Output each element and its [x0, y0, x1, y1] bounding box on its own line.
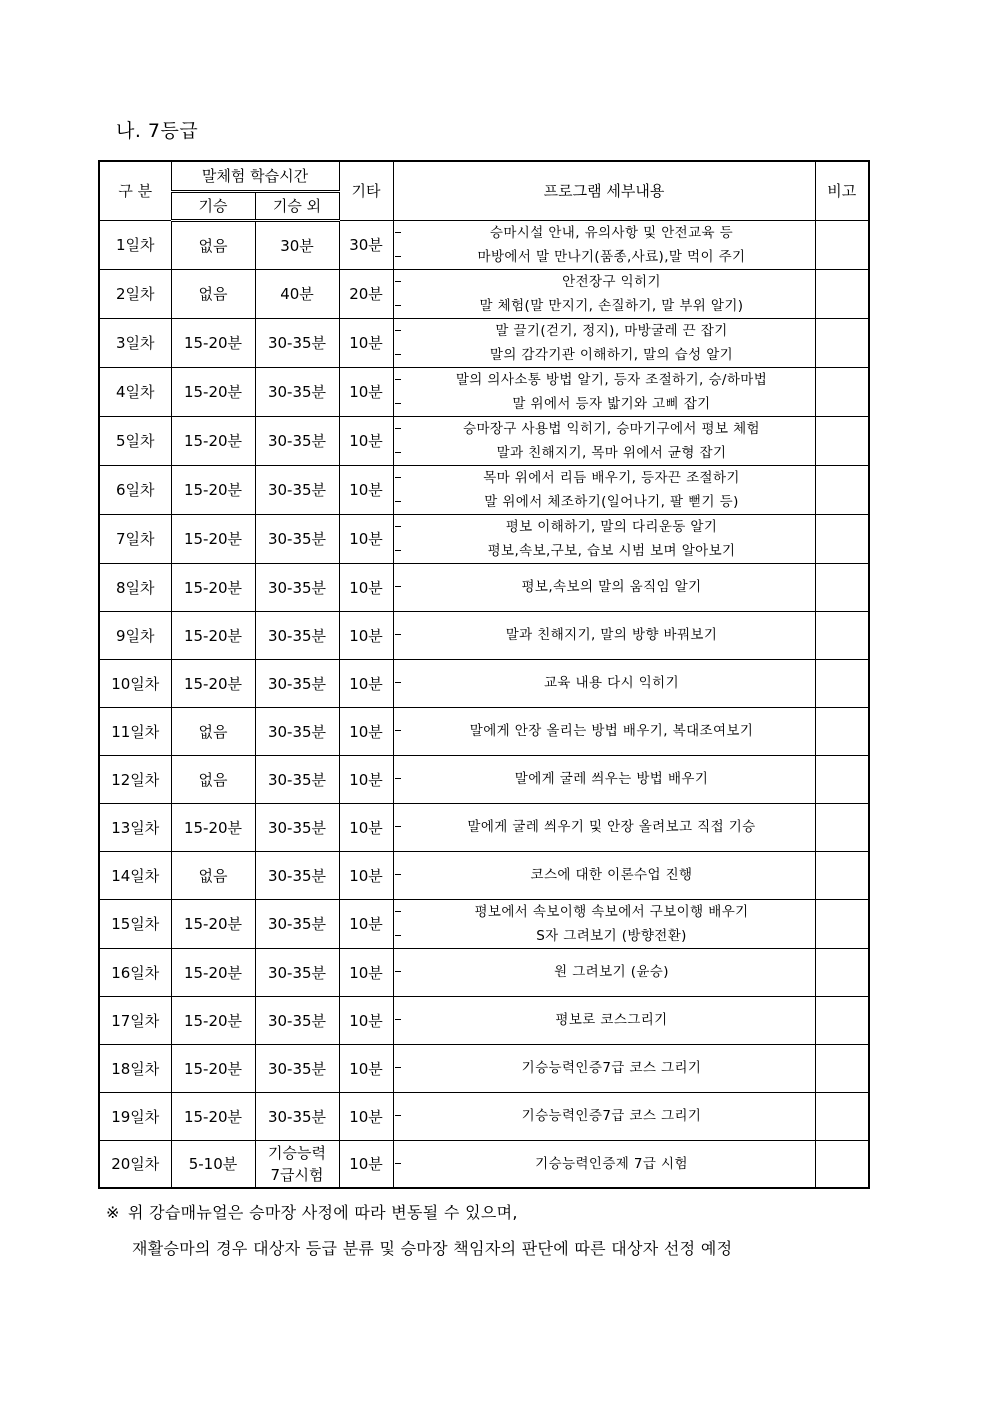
- cell-program-detail: [393, 851, 815, 899]
- cell-remark: [815, 611, 869, 659]
- table-row: [99, 948, 869, 996]
- cell-riding: 15-20분: [171, 465, 255, 514]
- cell-program-detail: [393, 367, 815, 416]
- table-row: [99, 1044, 869, 1092]
- cell-program-detail: [393, 611, 815, 659]
- cell-non-riding: 30-35분: [255, 803, 339, 851]
- detail-line: 기승능력인증7급 코스 그리기: [394, 1056, 815, 1080]
- cell-day: 14일차: [99, 851, 171, 899]
- header-category: 구 분: [99, 161, 171, 220]
- cell-etc: 20분: [339, 269, 393, 318]
- cell-remark: [815, 899, 869, 948]
- cell-non-riding: 30-35분: [255, 318, 339, 367]
- cell-non-riding: 30-35분: [255, 707, 339, 755]
- cell-program-detail: [393, 465, 815, 514]
- cell-etc: 10분: [339, 563, 393, 611]
- table-row: [99, 269, 869, 318]
- detail-line: 말 위에서 체조하기(일어나기, 팔 뻗기 등): [394, 490, 815, 514]
- cell-program-detail: [393, 1092, 815, 1140]
- cell-etc: 10분: [339, 1092, 393, 1140]
- cell-remark: [815, 416, 869, 465]
- detail-line: 원 그려보기 (윤승): [394, 960, 815, 984]
- schedule-rows: [99, 220, 869, 1188]
- table-row: [99, 996, 869, 1044]
- cell-program-detail: [393, 269, 815, 318]
- detail-line: 말과 친해지기, 목마 위에서 균형 잡기: [394, 441, 815, 465]
- cell-etc: 10분: [339, 659, 393, 707]
- cell-riding: 없음: [171, 220, 255, 269]
- cell-non-riding: 40분: [255, 269, 339, 318]
- table-row: [99, 220, 869, 269]
- cell-riding: 15-20분: [171, 563, 255, 611]
- header-non-riding: 기승 외: [255, 191, 339, 220]
- cell-riding: 15-20분: [171, 367, 255, 416]
- detail-line: 안전장구 익히기: [394, 270, 815, 294]
- cell-day: 12일차: [99, 755, 171, 803]
- table-row: [99, 611, 869, 659]
- cell-riding: 15-20분: [171, 803, 255, 851]
- cell-remark: [815, 1092, 869, 1140]
- cell-etc: 10분: [339, 707, 393, 755]
- cell-day: 20일차: [99, 1140, 171, 1188]
- cell-riding: 15-20분: [171, 899, 255, 948]
- cell-program-detail: [393, 899, 815, 948]
- cell-day: 4일차: [99, 367, 171, 416]
- detail-line: 평보 이해하기, 말의 다리운동 알기: [394, 515, 815, 539]
- detail-line: 목마 위에서 리듬 배우기, 등자끈 조절하기: [394, 466, 815, 490]
- cell-day: 15일차: [99, 899, 171, 948]
- cell-program-detail: [393, 514, 815, 563]
- cell-non-riding: 30-35분: [255, 851, 339, 899]
- detail-line: 승마시설 안내, 유의사항 및 안전교육 등: [394, 221, 815, 245]
- cell-etc: 10분: [339, 514, 393, 563]
- cell-non-riding: 30-35분: [255, 416, 339, 465]
- detail-line: 말 위에서 등자 밟기와 고삐 잡기: [394, 392, 815, 416]
- cell-day: 9일차: [99, 611, 171, 659]
- cell-day: 17일차: [99, 996, 171, 1044]
- cell-remark: [815, 514, 869, 563]
- cell-remark: [815, 1140, 869, 1188]
- detail-line: 기승능력인증7급 코스 그리기: [394, 1104, 815, 1128]
- cell-non-riding: 30-35분: [255, 563, 339, 611]
- cell-program-detail: [393, 220, 815, 269]
- cell-non-riding: 30-35분: [255, 514, 339, 563]
- cell-program-detail: [393, 996, 815, 1044]
- cell-day: 10일차: [99, 659, 171, 707]
- cell-riding: 15-20분: [171, 996, 255, 1044]
- reference-mark-icon: ※: [106, 1203, 120, 1222]
- cell-program-detail: [393, 659, 815, 707]
- cell-remark: [815, 367, 869, 416]
- cell-remark: [815, 563, 869, 611]
- cell-remark: [815, 269, 869, 318]
- cell-remark: [815, 465, 869, 514]
- cell-non-riding: 30-35분: [255, 996, 339, 1044]
- detail-line: 말의 감각기관 이해하기, 말의 습성 알기: [394, 343, 815, 367]
- cell-non-riding: 30-35분: [255, 755, 339, 803]
- note-line-2: 재활승마의 경우 대상자 등급 분류 및 승마장 책임자의 판단에 따른 대상자 선정 예정: [132, 1239, 733, 1258]
- cell-etc: 10분: [339, 755, 393, 803]
- table-row: [99, 851, 869, 899]
- cell-remark: [815, 318, 869, 367]
- header-time-group: 말체험 학습시간: [171, 161, 339, 191]
- header-riding: 기승: [171, 191, 255, 220]
- cell-riding: 15-20분: [171, 611, 255, 659]
- detail-line: 코스에 대한 이론수업 진행: [394, 863, 815, 887]
- detail-line: 평보에서 속보이행 속보에서 구보이행 배우기: [394, 900, 815, 924]
- table-row: [99, 318, 869, 367]
- detail-line: 말 체험(말 만지기, 손질하기, 말 부위 알기): [394, 294, 815, 318]
- cell-non-riding-line: 7급시험: [270, 1165, 324, 1184]
- cell-program-detail: [393, 803, 815, 851]
- cell-day: 2일차: [99, 269, 171, 318]
- cell-etc: 10분: [339, 367, 393, 416]
- cell-day: 19일차: [99, 1092, 171, 1140]
- cell-riding: 없음: [171, 755, 255, 803]
- cell-remark: [815, 851, 869, 899]
- cell-day: 8일차: [99, 563, 171, 611]
- detail-line: 평보로 코스그리기: [394, 1008, 815, 1032]
- section-heading: 나. 7등급: [116, 120, 199, 142]
- cell-program-detail: [393, 755, 815, 803]
- table-row: [99, 707, 869, 755]
- table-row: [99, 367, 869, 416]
- table-row: [99, 416, 869, 465]
- cell-non-riding: 30-35분: [255, 465, 339, 514]
- cell-etc: 10분: [339, 318, 393, 367]
- cell-non-riding: 30-35분: [255, 948, 339, 996]
- cell-program-detail: [393, 563, 815, 611]
- cell-etc: 10분: [339, 416, 393, 465]
- header-program: 프로그램 세부내용: [393, 161, 815, 220]
- detail-line: 말 끌기(걷기, 정지), 마방굴레 끈 잡기: [394, 319, 815, 343]
- note-line-1: [106, 1200, 518, 1223]
- header-remark: 비고: [815, 161, 869, 220]
- cell-non-riding: [255, 1140, 339, 1188]
- cell-etc: 10분: [339, 1140, 393, 1188]
- cell-remark: [815, 948, 869, 996]
- table-row: [99, 514, 869, 563]
- cell-program-detail: [393, 707, 815, 755]
- cell-remark: [815, 220, 869, 269]
- header-etc: 기타: [339, 161, 393, 220]
- cell-etc: 10분: [339, 803, 393, 851]
- cell-day: 6일차: [99, 465, 171, 514]
- cell-day: 5일차: [99, 416, 171, 465]
- cell-day: 7일차: [99, 514, 171, 563]
- schedule-table: [98, 160, 870, 1189]
- table-row: [99, 659, 869, 707]
- detail-line: 평보,속보,구보, 습보 시범 보며 알아보기: [394, 539, 815, 563]
- detail-line: 말의 의사소통 방법 알기, 등자 조절하기, 승/하마법: [394, 368, 815, 392]
- cell-day: 16일차: [99, 948, 171, 996]
- cell-non-riding: 30-35분: [255, 1044, 339, 1092]
- cell-etc: 10분: [339, 465, 393, 514]
- cell-riding: 없음: [171, 269, 255, 318]
- detail-line: 평보,속보의 말의 움직임 알기: [394, 575, 815, 599]
- detail-line: 말에게 안장 올리는 방법 배우기, 복대조여보기: [394, 719, 815, 743]
- table-row: [99, 755, 869, 803]
- detail-line: 마방에서 말 만나기(품종,사료),말 먹이 주기: [394, 245, 815, 269]
- cell-program-detail: [393, 416, 815, 465]
- table-row: [99, 465, 869, 514]
- cell-etc: 10분: [339, 948, 393, 996]
- cell-etc: 30분: [339, 220, 393, 269]
- detail-line: S자 그려보기 (방향전환): [394, 924, 815, 948]
- cell-remark: [815, 707, 869, 755]
- cell-program-detail: [393, 948, 815, 996]
- cell-etc: 10분: [339, 996, 393, 1044]
- cell-remark: [815, 755, 869, 803]
- table-row: [99, 1140, 869, 1188]
- cell-riding: 15-20분: [171, 514, 255, 563]
- cell-riding: 15-20분: [171, 1092, 255, 1140]
- cell-program-detail: [393, 318, 815, 367]
- cell-non-riding: 30분: [255, 220, 339, 269]
- cell-day: 13일차: [99, 803, 171, 851]
- cell-program-detail: [393, 1044, 815, 1092]
- cell-riding: 5-10분: [171, 1140, 255, 1188]
- cell-remark: [815, 659, 869, 707]
- detail-line: 기승능력인증제 7급 시험: [394, 1152, 815, 1176]
- cell-non-riding: 30-35분: [255, 659, 339, 707]
- cell-remark: [815, 996, 869, 1044]
- cell-etc: 10분: [339, 851, 393, 899]
- detail-line: 승마장구 사용법 익히기, 승마기구에서 평보 체험: [394, 417, 815, 441]
- cell-riding: 15-20분: [171, 318, 255, 367]
- cell-day: 18일차: [99, 1044, 171, 1092]
- table-row: [99, 563, 869, 611]
- cell-riding: 15-20분: [171, 948, 255, 996]
- cell-non-riding: 30-35분: [255, 611, 339, 659]
- cell-riding: 15-20분: [171, 1044, 255, 1092]
- detail-line: 교육 내용 다시 익히기: [394, 671, 815, 695]
- table-row: [99, 899, 869, 948]
- note-text-1: 위 강습매뉴얼은 승마장 사정에 따라 변동될 수 있으며,: [128, 1203, 518, 1222]
- detail-line: 말과 친해지기, 말의 방향 바꿔보기: [394, 623, 815, 647]
- cell-day: 3일차: [99, 318, 171, 367]
- cell-remark: [815, 1044, 869, 1092]
- cell-riding: 없음: [171, 851, 255, 899]
- cell-non-riding-line: 기승능력: [268, 1143, 326, 1162]
- table-row: [99, 1092, 869, 1140]
- cell-etc: 10분: [339, 611, 393, 659]
- cell-non-riding: 30-35분: [255, 1092, 339, 1140]
- table-row: [99, 803, 869, 851]
- detail-line: 말에게 굴레 씌우는 방법 배우기: [394, 767, 815, 791]
- detail-line: 말에게 굴레 씌우기 및 안장 올려보고 직접 기승: [394, 815, 815, 839]
- cell-riding: 15-20분: [171, 416, 255, 465]
- cell-riding: 없음: [171, 707, 255, 755]
- cell-riding: 15-20분: [171, 659, 255, 707]
- cell-etc: 10분: [339, 1044, 393, 1092]
- cell-etc: 10분: [339, 899, 393, 948]
- cell-program-detail: [393, 1140, 815, 1188]
- cell-day: 1일차: [99, 220, 171, 269]
- cell-non-riding: 30-35분: [255, 367, 339, 416]
- cell-remark: [815, 803, 869, 851]
- cell-day: 11일차: [99, 707, 171, 755]
- cell-non-riding: 30-35분: [255, 899, 339, 948]
